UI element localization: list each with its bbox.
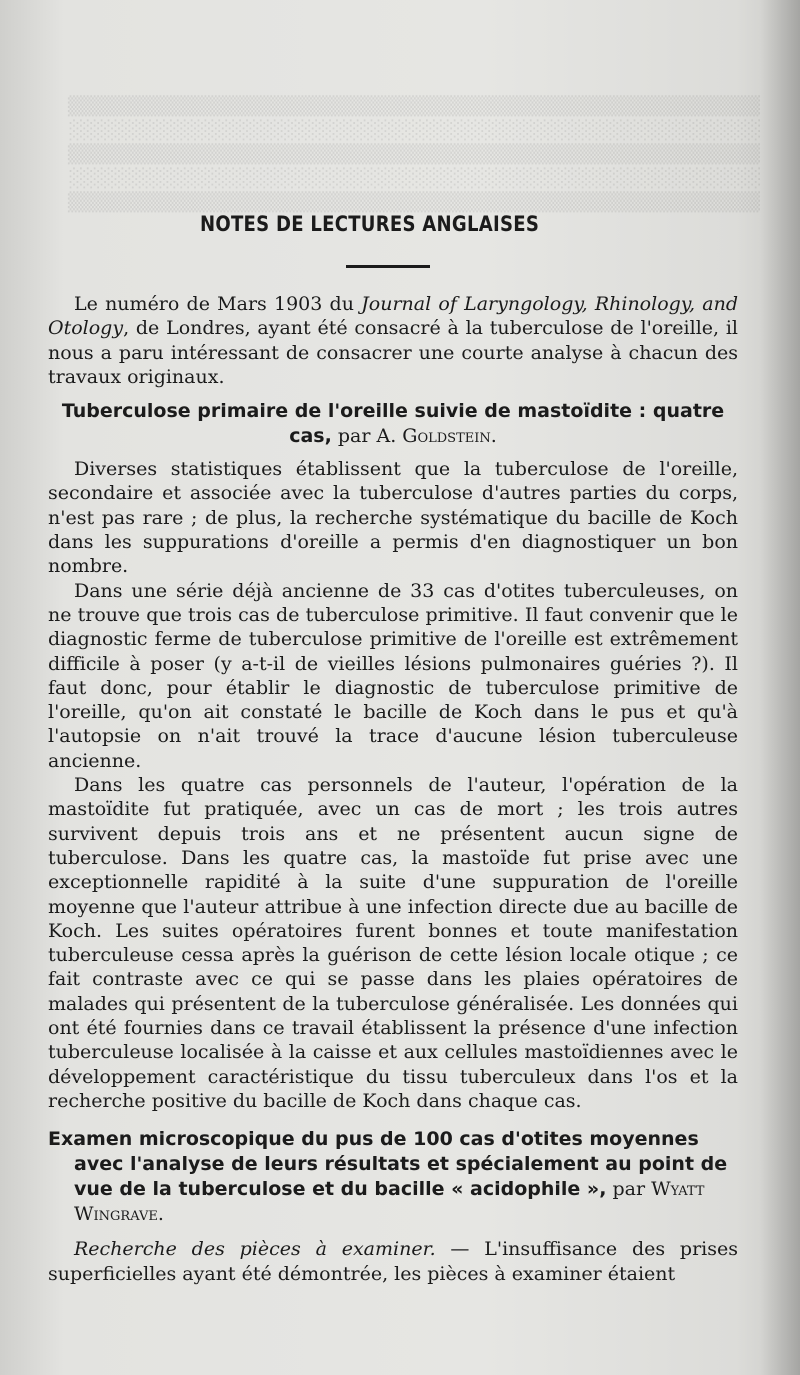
section-byline: [332, 425, 497, 447]
body-paragraph: [48, 1237, 738, 1286]
section-title-wingrave: [48, 1127, 738, 1227]
byline-end: .: [490, 425, 497, 448]
byline-par: par: [606, 1178, 652, 1201]
intro-paragraph: [48, 292, 738, 389]
intro-text-2: , de Londres, ayant été consacré à la tuberculose de l'oreille, il nous a paru intéressant de consacrer une courte analyse à chacun des travaux originaux.: [48, 317, 738, 388]
bleed-through-texture: ▒▒▒▒▒▒▒▒▒▒▒▒▒▒▒▒▒▒▒▒▒▒▒▒▒▒▒▒▒▒▒▒▒▒▒▒▒▒▒▒▒▒▒▒▒▒▒▒▒▒ ░░░░░░░░░░░░░░░░░░░░░░░░░░░░░░░░░░░░░░░░░░░░░░░░░░ ▒▒▒▒▒▒▒▒▒▒▒▒▒▒▒▒▒▒▒▒▒▒▒▒▒▒▒▒▒▒▒▒▒▒▒▒▒▒▒▒▒▒▒▒▒▒▒▒▒▒ ░░░░░░░░░░░░░░░░░░░░░░░░░░░░░░░░░░░░░░░░░░░░░░░░░░ ▒▒▒▒▒▒▒▒▒▒▒▒▒▒▒▒▒▒▒▒▒▒▒▒▒▒▒▒▒▒▒▒▒▒▒▒▒▒▒▒▒▒▒▒▒▒▒▒▒▒: [67, 96, 760, 213]
byline-end: .: [157, 1203, 164, 1226]
paragraph-lead: Recherche des pièces à examiner.: [74, 1238, 436, 1261]
byline-par: par A.: [331, 425, 403, 448]
binding-shadow: [760, 0, 800, 1375]
heading-rule: [346, 265, 430, 268]
section-title-goldstein: [48, 399, 738, 449]
section-title-text: Examen microscopique du pus de 100 cas d'otites moyennes avec l'analyse de leurs résultats et spécialement au point de vue de la tuberculose et du bacille « acidophile »,: [48, 1128, 728, 1201]
page-heading: NOTES DE LECTURES ANGLAISES: [200, 212, 540, 236]
author-name: Wyatt Wingrave: [74, 1178, 705, 1226]
article-body: [48, 292, 738, 1286]
body-paragraph: Dans une série déjà ancienne de 33 cas d'otites tuberculeuses, on ne trouve que trois cas de tuberculose primitive. Il faut convenir que le diagnostic ferme de tuberculose primitive de l'oreille est extrêmement difficile à poser (y a-t-il de vieilles lésions pulmonaires guéries ?). Il faut donc, pour établir le diagnostic de tuberculose primitive de l'oreille, qu'on ait constaté le bacille de Koch dans le pus et qu'à l'autopsie on n'ait trouvé la trace d'aucune lésion tuberculeuse ancienne.: [48, 579, 738, 772]
body-paragraph: Dans les quatre cas personnels de l'auteur, l'opération de la mastoïdite fut pratiquée, avec un cas de mort ; les trois autres survivent depuis trois ans et ne présentent aucun signe de tuberculose. Dans les quatre cas, la mastoïde fut prise avec une exceptionnelle rapidité à la suite d'une suppuration de l'oreille moyenne que l'auteur attribue à une infection directe due au bacille de Koch. Les suites opératoires furent bonnes et toute manifestation tuberculeuse cessa après la guérison de cette lésion locale otique ; ce fait contraste avec ce qui se passe dans les plaies opératoires de malades qui présentent de la tuberculose généralisée. Les données qui ont été fournies dans ce travail établissent la présence d'une infection tuberculeuse localisée à la caisse et aux cellules mastoïdiennes avec le développement caractéristique du tissu tuberculeux dans l'os et la recherche positive du bacille de Koch dans chaque cas.: [48, 774, 738, 1112]
section-title-text: Tuberculose primaire de l'oreille suivie de mastoïdite : quatre cas,: [61, 400, 725, 448]
paragraph-text: — L'insuffisance des prises superficielles ayant été démontrée, les pièces à examiner étaient: [48, 1238, 738, 1285]
intro-text-1: Le numéro de Mars 1903 du: [74, 293, 362, 315]
journal-title: Journal of Laryngology, Rhinology, and Otology: [48, 293, 738, 340]
body-paragraph: Diverses statistiques établissent que la tuberculose de l'oreille, secondaire et associée avec la tuberculose d'autres parties du corps, n'est pas rare ; de plus, la recherche systématique du bacille de Koch dans les suppurations d'oreille a permis d'en diagnostiquer un bon nombre.: [48, 458, 738, 578]
author-name: Goldstein: [402, 425, 491, 448]
